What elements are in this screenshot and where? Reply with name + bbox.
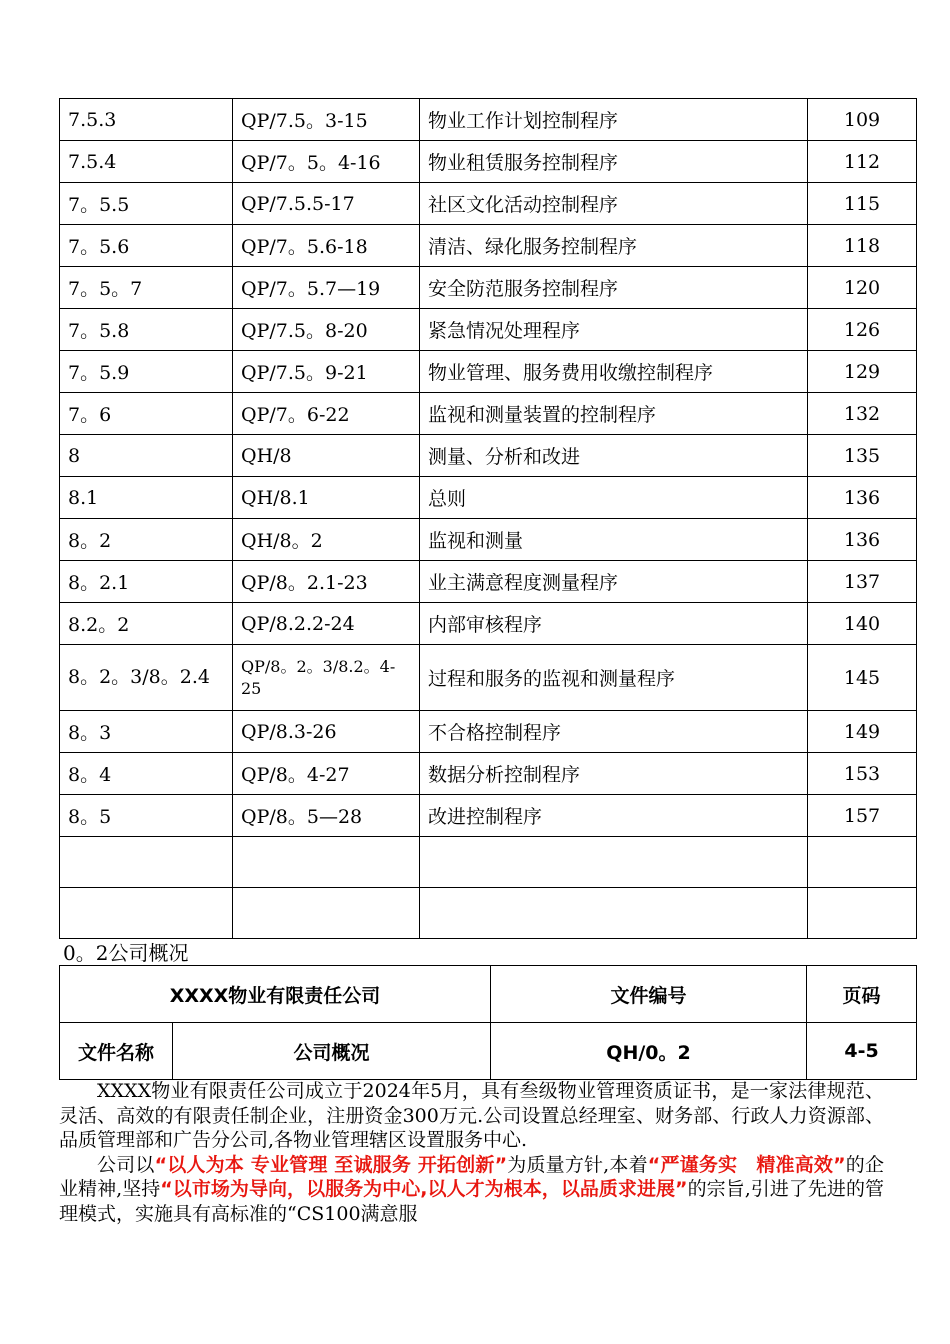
toc-section-cell: 7。5.5 bbox=[60, 183, 233, 225]
toc-title-cell: 内部审核程序 bbox=[420, 603, 808, 645]
toc-section-cell: 8。2。3/8。2.4 bbox=[60, 645, 233, 711]
toc-row bbox=[60, 435, 917, 477]
toc-page-cell: 149 bbox=[808, 711, 917, 753]
toc-title-cell: 物业工作计划控制程序 bbox=[420, 99, 808, 141]
toc-row bbox=[60, 183, 917, 225]
toc-section-cell: 8。2 bbox=[60, 519, 233, 561]
toc-title-cell: 社区文化活动控制程序 bbox=[420, 183, 808, 225]
page-range: 4-5 bbox=[807, 1023, 917, 1080]
page-label: 页码 bbox=[807, 966, 917, 1023]
toc-empty-cell bbox=[420, 837, 808, 888]
toc-section-cell: 8.2。2 bbox=[60, 603, 233, 645]
doc-name-label: 文件名称 bbox=[60, 1023, 173, 1080]
toc-page-cell: 137 bbox=[808, 561, 917, 603]
toc-section-cell: 8 bbox=[60, 435, 233, 477]
toc-page-cell: 118 bbox=[808, 225, 917, 267]
toc-row bbox=[60, 645, 917, 711]
toc-empty-row bbox=[60, 888, 917, 939]
toc-page-cell: 135 bbox=[808, 435, 917, 477]
document-header-table bbox=[59, 965, 917, 1080]
toc-section-cell: 8.1 bbox=[60, 477, 233, 519]
toc-section-cell: 8。4 bbox=[60, 753, 233, 795]
toc-row bbox=[60, 393, 917, 435]
toc-title-cell: 数据分析控制程序 bbox=[420, 753, 808, 795]
toc-page-cell: 115 bbox=[808, 183, 917, 225]
doc-number: QH/0。2 bbox=[491, 1023, 807, 1080]
header-row-2 bbox=[60, 1023, 917, 1080]
toc-row bbox=[60, 519, 917, 561]
section-heading: 0。2公司概况 bbox=[63, 941, 189, 965]
toc-row bbox=[60, 99, 917, 141]
para2-text-c: 的企业精神,坚持 bbox=[59, 1153, 884, 1200]
company-tenet: “以市场为导向，以服务为中心,以人才为根本，以品质求进展” bbox=[160, 1178, 688, 1200]
toc-section-cell: 7.5.4 bbox=[60, 141, 233, 183]
toc-title-cell: 改进控制程序 bbox=[420, 795, 808, 837]
toc-code-cell: QP/7.5。3-15 bbox=[233, 99, 420, 141]
toc-empty-cell bbox=[420, 888, 808, 939]
toc-row bbox=[60, 561, 917, 603]
toc-empty-row bbox=[60, 837, 917, 888]
toc-row bbox=[60, 711, 917, 753]
toc-title-cell: 清洁、绿化服务控制程序 bbox=[420, 225, 808, 267]
toc-page-cell: 136 bbox=[808, 519, 917, 561]
header-row-1 bbox=[60, 966, 917, 1023]
toc-empty-cell bbox=[60, 888, 233, 939]
toc-section-cell: 8。3 bbox=[60, 711, 233, 753]
toc-row bbox=[60, 753, 917, 795]
toc-section-cell: 7。5.9 bbox=[60, 351, 233, 393]
toc-page-cell: 132 bbox=[808, 393, 917, 435]
toc-section-cell: 8。5 bbox=[60, 795, 233, 837]
toc-row bbox=[60, 603, 917, 645]
company-overview-text bbox=[59, 1079, 884, 1226]
toc-section-cell: 7.5.3 bbox=[60, 99, 233, 141]
toc-code-cell: QP/8.2.2-24 bbox=[233, 603, 420, 645]
toc-table bbox=[59, 98, 917, 939]
toc-code-cell: QP/8。4-27 bbox=[233, 753, 420, 795]
toc-page-cell: 120 bbox=[808, 267, 917, 309]
toc-row bbox=[60, 225, 917, 267]
toc-code-cell: QP/8。2.1-23 bbox=[233, 561, 420, 603]
toc-row bbox=[60, 267, 917, 309]
company-name: XXXX物业有限责任公司 bbox=[60, 966, 491, 1023]
quality-policy: “以人为本 专业管理 至诚服务 开拓创新” bbox=[154, 1153, 508, 1176]
toc-title-cell: 物业租赁服务控制程序 bbox=[420, 141, 808, 183]
toc-title-cell: 业主满意程度测量程序 bbox=[420, 561, 808, 603]
toc-title-cell: 监视和测量装置的控制程序 bbox=[420, 393, 808, 435]
doc-number-label: 文件编号 bbox=[491, 966, 807, 1023]
overview-paragraph-1: XXXX物业有限责任公司成立于2024年5月，具有叁级物业管理资质证书，是一家法律规范、灵活、高效的有限责任制企业，注册资金300万元.公司设置总经理室、财务部、行政人力资源部、品质管理部和广告分公司,各物业管理辖区设置服务中心. bbox=[59, 1080, 884, 1151]
toc-code-cell: QP/7.5。9-21 bbox=[233, 351, 420, 393]
toc-page-cell: 129 bbox=[808, 351, 917, 393]
enterprise-spirit: “严谨务实 精准高效” bbox=[647, 1153, 846, 1176]
toc-code-cell: QP/7。6-22 bbox=[233, 393, 420, 435]
toc-page-cell: 112 bbox=[808, 141, 917, 183]
toc-page-cell: 145 bbox=[808, 645, 917, 711]
doc-name: 公司概况 bbox=[173, 1023, 491, 1080]
toc-section-cell: 7。5.6 bbox=[60, 225, 233, 267]
toc-section-cell: 7。5。7 bbox=[60, 267, 233, 309]
toc-code-cell: QP/7。5.6-18 bbox=[233, 225, 420, 267]
toc-code-cell: QP/8。2。3/8.2。4-25 bbox=[233, 645, 420, 711]
toc-title-cell: 测量、分析和改进 bbox=[420, 435, 808, 477]
toc-title-cell: 不合格控制程序 bbox=[420, 711, 808, 753]
toc-code-cell: QP/7。5.7—19 bbox=[233, 267, 420, 309]
toc-row bbox=[60, 141, 917, 183]
toc-row bbox=[60, 309, 917, 351]
toc-page-cell: 109 bbox=[808, 99, 917, 141]
toc-row bbox=[60, 477, 917, 519]
toc-code-cell: QP/7。5。4-16 bbox=[233, 141, 420, 183]
overview-paragraph-2 bbox=[59, 1153, 884, 1227]
toc-code-cell: QH/8 bbox=[233, 435, 420, 477]
toc-empty-cell bbox=[60, 837, 233, 888]
toc-body bbox=[60, 99, 917, 939]
toc-code-cell: QP/7.5.5-17 bbox=[233, 183, 420, 225]
toc-section-cell: 7。5.8 bbox=[60, 309, 233, 351]
toc-empty-cell bbox=[808, 837, 917, 888]
toc-title-cell: 紧急情况处理程序 bbox=[420, 309, 808, 351]
toc-page-cell: 153 bbox=[808, 753, 917, 795]
toc-title-cell: 监视和测量 bbox=[420, 519, 808, 561]
toc-row bbox=[60, 795, 917, 837]
toc-section-cell: 8。2.1 bbox=[60, 561, 233, 603]
toc-code-cell: QP/8。5—28 bbox=[233, 795, 420, 837]
toc-row bbox=[60, 351, 917, 393]
toc-code-cell: QP/8.3-26 bbox=[233, 711, 420, 753]
toc-code-cell: QH/8.1 bbox=[233, 477, 420, 519]
toc-code-cell: QH/8。2 bbox=[233, 519, 420, 561]
toc-page-cell: 136 bbox=[808, 477, 917, 519]
para2-text-d: 的宗旨,引进了先进的管理模式，实施具有高标准的“CS100满意服 bbox=[59, 1178, 885, 1225]
toc-title-cell: 物业管理、服务费用收缴控制程序 bbox=[420, 351, 808, 393]
toc-page-cell: 140 bbox=[808, 603, 917, 645]
para2-text-a: 公司以 bbox=[97, 1153, 155, 1176]
toc-title-cell: 安全防范服务控制程序 bbox=[420, 267, 808, 309]
toc-code-cell: QP/7.5。8-20 bbox=[233, 309, 420, 351]
toc-page-cell: 157 bbox=[808, 795, 917, 837]
toc-empty-cell bbox=[233, 837, 420, 888]
toc-empty-cell bbox=[808, 888, 917, 939]
toc-empty-cell bbox=[233, 888, 420, 939]
toc-title-cell: 总则 bbox=[420, 477, 808, 519]
para2-text-b: 为质量方针,本着 bbox=[507, 1153, 648, 1176]
toc-section-cell: 7。6 bbox=[60, 393, 233, 435]
toc-page-cell: 126 bbox=[808, 309, 917, 351]
toc-title-cell: 过程和服务的监视和测量程序 bbox=[420, 645, 808, 711]
